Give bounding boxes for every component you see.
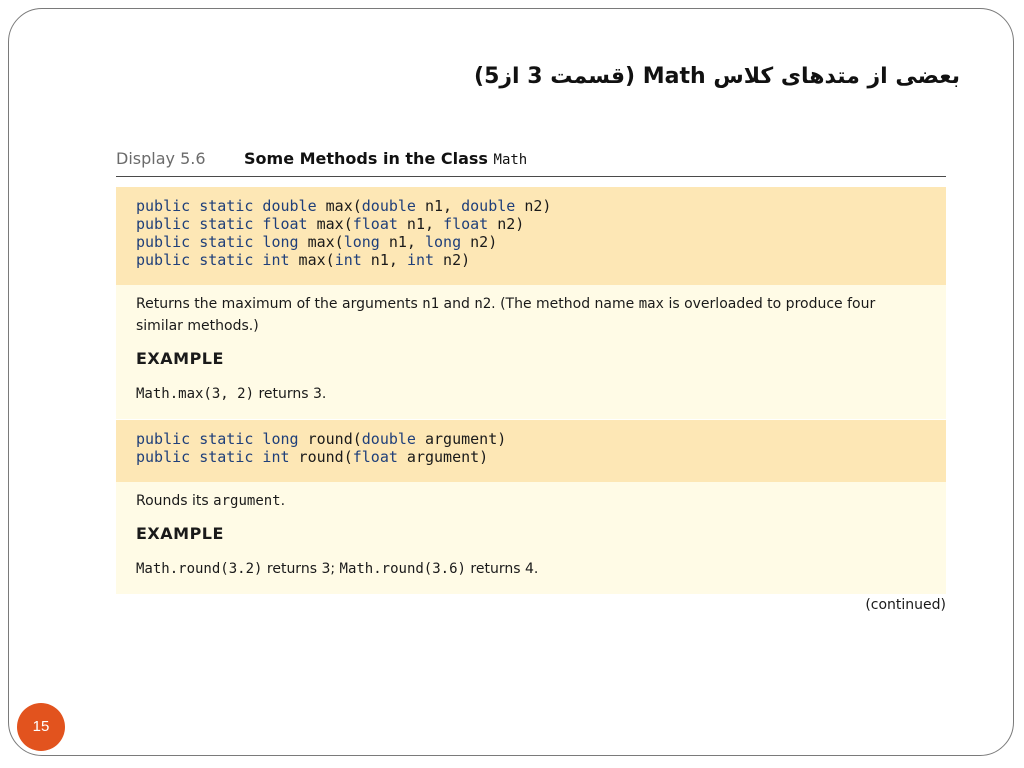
- round-example-label: EXAMPLE: [136, 524, 224, 543]
- round-example: Math.round(3.2) returns 3; Math.round(3.6) returns 4.: [136, 561, 539, 577]
- display-title: [244, 149, 527, 168]
- display-title-code: Math: [493, 152, 528, 168]
- display-title-text: Some Methods in the Class: [244, 149, 494, 168]
- max-signature-line: public static int max(int n1, int n2): [136, 251, 471, 269]
- display-label: Display 5.6: [116, 149, 206, 168]
- continued-note: (continued): [865, 597, 946, 613]
- round-signature-line: public static long round(double argument): [136, 430, 507, 448]
- round-description-block: [116, 482, 946, 594]
- max-signature-line: public static long max(long n1, long n2): [136, 233, 498, 251]
- page-number-badge: 15: [17, 703, 65, 751]
- max-description-block: [116, 285, 946, 419]
- max-signatures-block: [116, 187, 946, 285]
- display-header: [116, 149, 946, 177]
- round-signature-line: public static int round(float argument): [136, 448, 489, 466]
- round-description: Rounds its argument.: [136, 493, 286, 509]
- max-description-line2: similar methods.): [136, 318, 259, 334]
- round-signatures-block: [116, 420, 946, 482]
- max-example-label: EXAMPLE: [136, 349, 224, 368]
- max-signature-line: public static double max(double n1, double n2): [136, 197, 552, 215]
- slide-title: بعضی از متدهای کلاس Math (قسمت 3 از5): [474, 64, 960, 89]
- max-example: Math.max(3, 2) returns 3.: [136, 386, 327, 402]
- max-signature-line: public static float max(float n1, float n2): [136, 215, 525, 233]
- max-description: Returns the maximum of the arguments n1 and n2. (The method name max is overloaded to produce four: [136, 296, 876, 312]
